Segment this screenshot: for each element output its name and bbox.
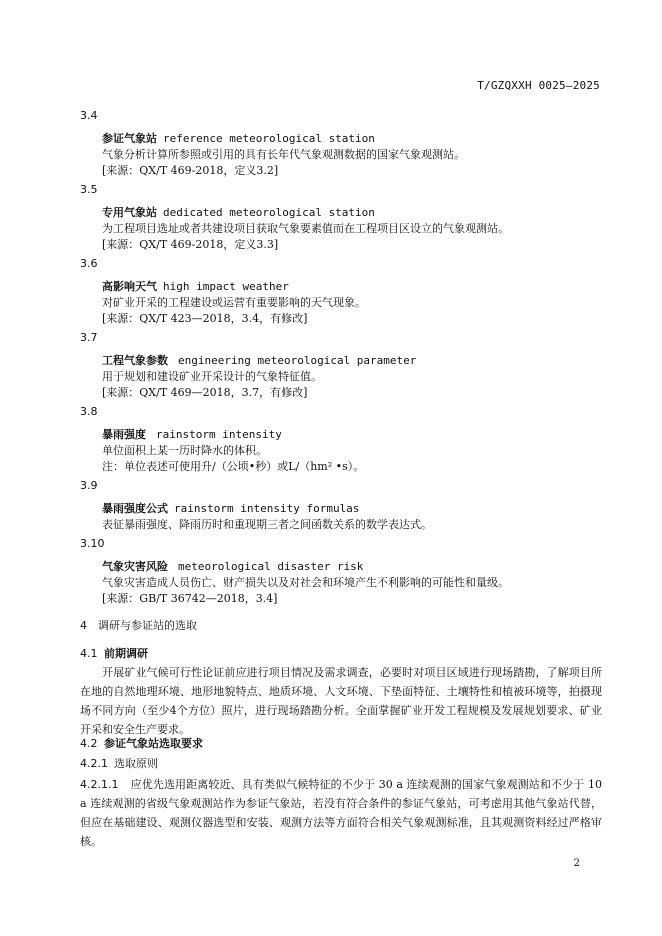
term-definition: 气象分析计算所参照或引用的具有长年代气象观测数据的国家气象观测站。 (102, 148, 465, 161)
section-number: 4 (80, 619, 87, 632)
paragraph (80, 775, 602, 851)
clause-number: 3.9 (80, 479, 98, 492)
term-english: rainstorm intensity formulas (174, 502, 360, 515)
paragraph (80, 663, 602, 739)
clause-number: 3.4 (80, 109, 98, 122)
term-english: reference meteorological station (163, 132, 375, 145)
term-definition: 气象灾害造成人员伤亡、财产损失以及对社会和环境产生不利影响的可能性和量级。 (102, 576, 509, 589)
term-heading (102, 278, 289, 294)
term-source: [来源：GB/T 36742—2018，3.4] (102, 592, 278, 605)
subsection-heading (80, 735, 203, 751)
term-definition: 表征暴雨强度、降雨历时和重现期三者之间函数关系的数学表达式。 (102, 518, 432, 531)
section-number: 4.2 (80, 737, 98, 750)
section-title: 选取原则 (114, 757, 158, 770)
section-number: 4.2.1 (80, 757, 108, 770)
clause-number: 3.6 (80, 257, 98, 270)
paragraph-text: 开展矿业气候可行性论证前应进行项目情况及需求调查，必要时对项目区域进行现场踏勘，了解项目所在地的自然地理环境、地形地貌特点、地质环境、人文环境、下垫面特征、土壤特性和植被环境等，拍摄现场不同方向（至少4个方位）照片，进行现场踏勘分析。全面掌握矿业开发工程规模及发展规划要求、矿业开采和安全生产要求。 (80, 666, 602, 736)
term-english: engineering meteorological parameter (178, 354, 417, 367)
term-definition: 对矿业开采的工程建设或运营有重要影响的天气现象。 (102, 296, 366, 309)
document-code: T/GZQXXH 0025—2025 (477, 79, 600, 92)
page-number: 2 (573, 858, 580, 869)
term-heading (102, 558, 363, 574)
term-chinese: 专用气象站 (102, 206, 157, 219)
subsection-heading (80, 645, 148, 661)
clause-number: 3.5 (80, 183, 98, 196)
paragraph-text: 应优先选用距离较近、具有类似气候特征的不少于 30 a 连续观测的国家气象观测站和不少于 10 a 连续观测的省级气象观测站作为参证气象站，若没有符合条件的参证气象站，可考虑用其他气象站代替，但应在基础建设、观测仪器选型和安装、观测方法等方面符合相关气象观测标准，且其观测资料经过严格审核。 (80, 778, 602, 848)
section-heading (80, 617, 197, 633)
term-definition: 用于规划和建设矿业开采设计的气象特征值。 (102, 370, 322, 383)
section-title: 前期调研 (104, 647, 148, 660)
clause-number: 3.7 (80, 331, 98, 344)
term-source: [来源：QX/T 469-2018，定义3.3] (102, 238, 279, 251)
clause-number: 3.10 (80, 537, 105, 550)
term-chinese: 高影响天气 (102, 280, 157, 293)
section-title: 调研与参证站的选取 (98, 619, 197, 632)
term-chinese: 暴雨强度公式 (102, 502, 168, 515)
term-definition: 为工程项目选址或者共建设项目获取气象要素值而在工程项目区设立的气象观测站。 (102, 222, 509, 235)
term-english: high impact weather (163, 280, 289, 293)
term-definition: 单位面积上某一历时降水的体积。 (102, 444, 267, 457)
term-heading (102, 352, 416, 368)
term-heading (102, 426, 282, 442)
term-source: [来源：QX/T 469-2018，定义3.2] (102, 164, 279, 177)
clause-number: 4.2.1.1 (80, 778, 119, 791)
term-chinese: 参证气象站 (102, 132, 157, 145)
section-title: 参证气象站选取要求 (104, 737, 203, 750)
term-english: rainstorm intensity (156, 428, 282, 441)
clause-number: 3.8 (80, 405, 98, 418)
term-heading (102, 500, 359, 516)
term-chinese: 暴雨强度 (102, 428, 146, 441)
term-chinese: 气象灾害风险 (102, 560, 168, 573)
section-number: 4.1 (80, 647, 98, 660)
term-source: [来源：QX/T 469—2018，3.7，有修改] (102, 386, 308, 399)
term-english: meteorological disaster risk (178, 560, 364, 573)
term-heading (102, 204, 375, 220)
term-chinese: 工程气象参数 (102, 354, 168, 367)
term-note: 注：单位表述可使用升/（公顷•秒）或L/（hm² •s）。 (102, 460, 365, 473)
term-heading (102, 130, 375, 146)
subsection-heading (80, 755, 158, 771)
term-source: [来源：QX/T 423—2018，3.4，有修改] (102, 312, 308, 325)
term-english: dedicated meteorological station (163, 206, 375, 219)
